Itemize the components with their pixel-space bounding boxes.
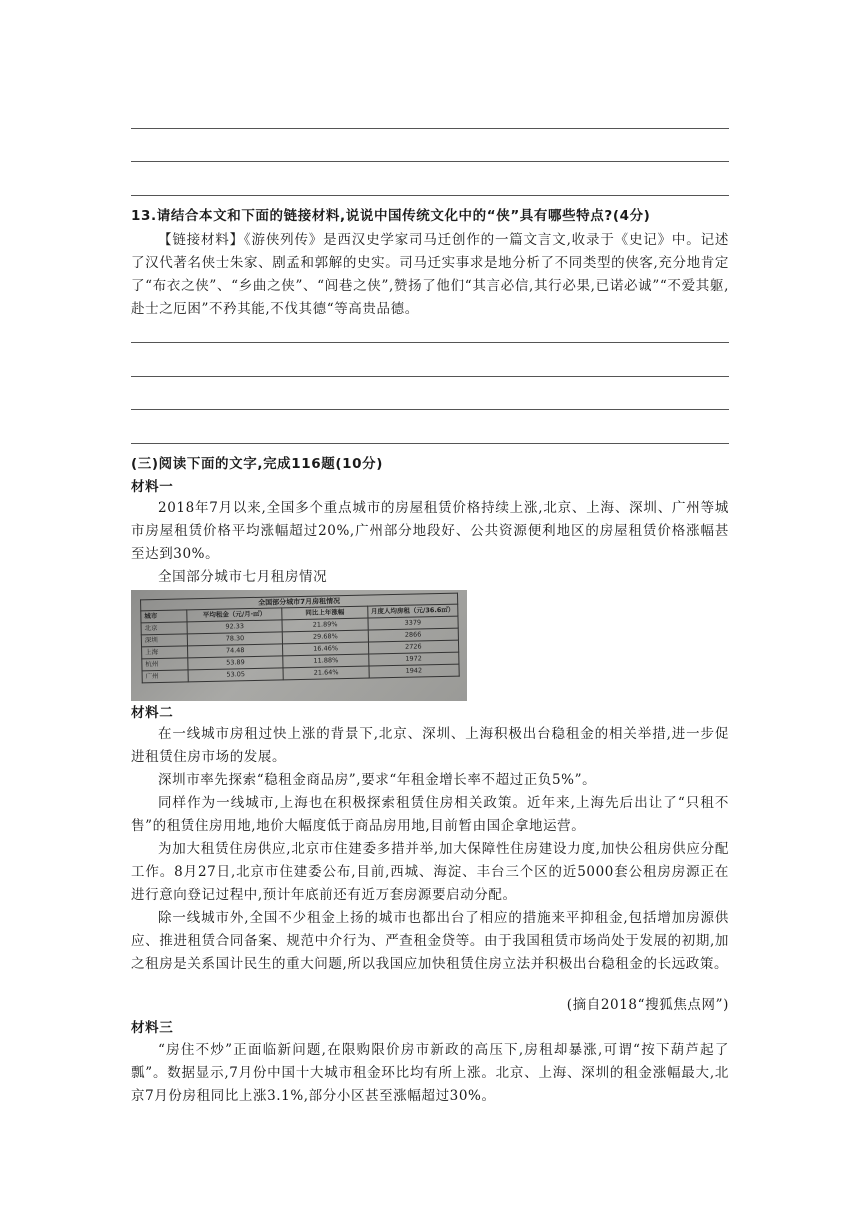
material-2-paragraph-5: 除一线城市外,全国不少租金上扬的城市也都出台了相应的措施来平抑租金,包括增加房源供应、推进租赁合同备案、规范中介行为、严查租金贷等。由于我国租赁市场尚处于发展的初期,加之租房是关系国计民生的重大问题,所以我国应加快租赁住房立法并积极出台稳租金的长远政策。 [131, 910, 729, 972]
table-cell: 21.89% [282, 618, 367, 632]
table-caption: 全国部分城市七月租房情况 [158, 569, 328, 585]
table-cell: 1972 [368, 652, 459, 666]
table-cell: 78.30 [187, 632, 283, 646]
answer-line [131, 342, 729, 343]
table-cell: 1942 [369, 664, 460, 678]
table-cell: 2866 [368, 628, 459, 642]
answer-line [131, 409, 729, 410]
table-cell: 上海 [142, 646, 188, 659]
table-header-cell: 平均租金（元/月·㎡） [186, 608, 282, 622]
table-header-cell: 同比上年涨幅 [282, 606, 367, 620]
table-cell: 广州 [142, 670, 188, 683]
material-2-paragraph-1: 在一线城市房租过快上涨的背景下,北京、深圳、上海积极出台稳租金的相关举措,进一步促进租赁住房市场的发展。 [131, 726, 729, 765]
table-cell: 53.89 [187, 656, 283, 670]
table-cell: 29.68% [283, 630, 368, 644]
material-3-label: 材料三 [131, 1020, 174, 1036]
table-cell: 53.05 [188, 668, 284, 682]
material-3-paragraph: “房住不炒”正面临新问题,在限购限价房市新政的高压下,房租却暴涨,可谓“按下葫芦起了瓢”。数据显示,7月份中国十大城市租金环比均有所上涨。北京、上海、深圳的租金涨幅最大,北京7月份房租同比上涨3.1%,部分小区甚至涨幅超过30%。 [131, 1042, 729, 1104]
table-cell: 16.46% [283, 642, 368, 656]
material-2-paragraph-3: 同样作为一线城市,上海也在积极探索租赁住房相关政策。近年来,上海先后出让了“只租不售”的租赁住房用地,地价大幅度低于商品房用地,目前暂由国企拿地运营。 [131, 795, 729, 834]
material-2-source: (摘自2018“搜狐焦点网”) [566, 997, 729, 1013]
answer-line [131, 376, 729, 377]
table-cell: 21.64% [283, 666, 368, 680]
answer-line [131, 195, 729, 196]
rent-table-title: 全国部分城市7月房租情况 [140, 593, 458, 611]
table-header-cell: 月度人均房租（元/36.6㎡） [367, 604, 458, 618]
table-cell: 74.48 [187, 644, 283, 658]
table-cell: 深圳 [141, 634, 187, 647]
linked-material: 【链接材料】《游侠列传》是西汉史学家司马迁创作的一篇文言文,收录于《史记》中。记述了汉代著名侠士朱家、剧孟和郭解的史实。司马迁实事求是地分析了不同类型的侠客,充分地肯定了“布衣之侠”、“乡曲之侠”、“闾巷之侠”,赞扬了他们“其言必信,其行必果,已诺必诚”“不爱其躯,赴士之厄困”不矜其能,不伐其德“等高贵品德。 [131, 232, 729, 317]
rent-table [140, 604, 459, 684]
table-cell: 2726 [368, 640, 459, 654]
table-cell: 11.88% [283, 654, 368, 668]
answer-line [131, 161, 729, 162]
table-cell: 杭州 [142, 658, 188, 671]
answer-line [131, 128, 729, 129]
section-3-title: (三)阅读下面的文字,完成116题(10分) [131, 456, 383, 472]
material-2-paragraph-2: 深圳市率先探索“稳租金商品房”,要求“年租金增长率不超过正负5%”。 [158, 772, 597, 788]
rent-table-photo [131, 590, 467, 701]
material-1-paragraph: 2018年7月以来,全国多个重点城市的房屋租赁价格持续上涨,北京、上海、深圳、广州等城市房屋租赁价格平均涨幅超过20%,广州部分地段好、公共资源便利地区的房屋租赁价格涨幅甚至达到30%。 [131, 500, 729, 562]
material-2-label: 材料二 [131, 705, 174, 721]
table-header-cell: 城市 [141, 610, 187, 623]
material-2-paragraph-4: 为加大租赁住房供应,北京市住建委多措并举,加大保障性住房建设力度,加快公租房供应分配工作。8月27日,北京市住建委公布,目前,西城、海淀、丰台三个区的近5000套公租房房源正在进行意向登记过程中,预计年底前还有近万套房源要启动分配。 [131, 841, 729, 903]
question-13-title: 13.请结合本文和下面的链接材料,说说中国传统文化中的“侠”具有哪些特点?(4分) [131, 208, 651, 224]
table-cell: 92.33 [187, 620, 283, 634]
table-cell: 3379 [368, 616, 459, 630]
material-1-label: 材料一 [131, 479, 174, 495]
answer-line [131, 443, 729, 444]
table-cell: 北京 [141, 622, 187, 635]
